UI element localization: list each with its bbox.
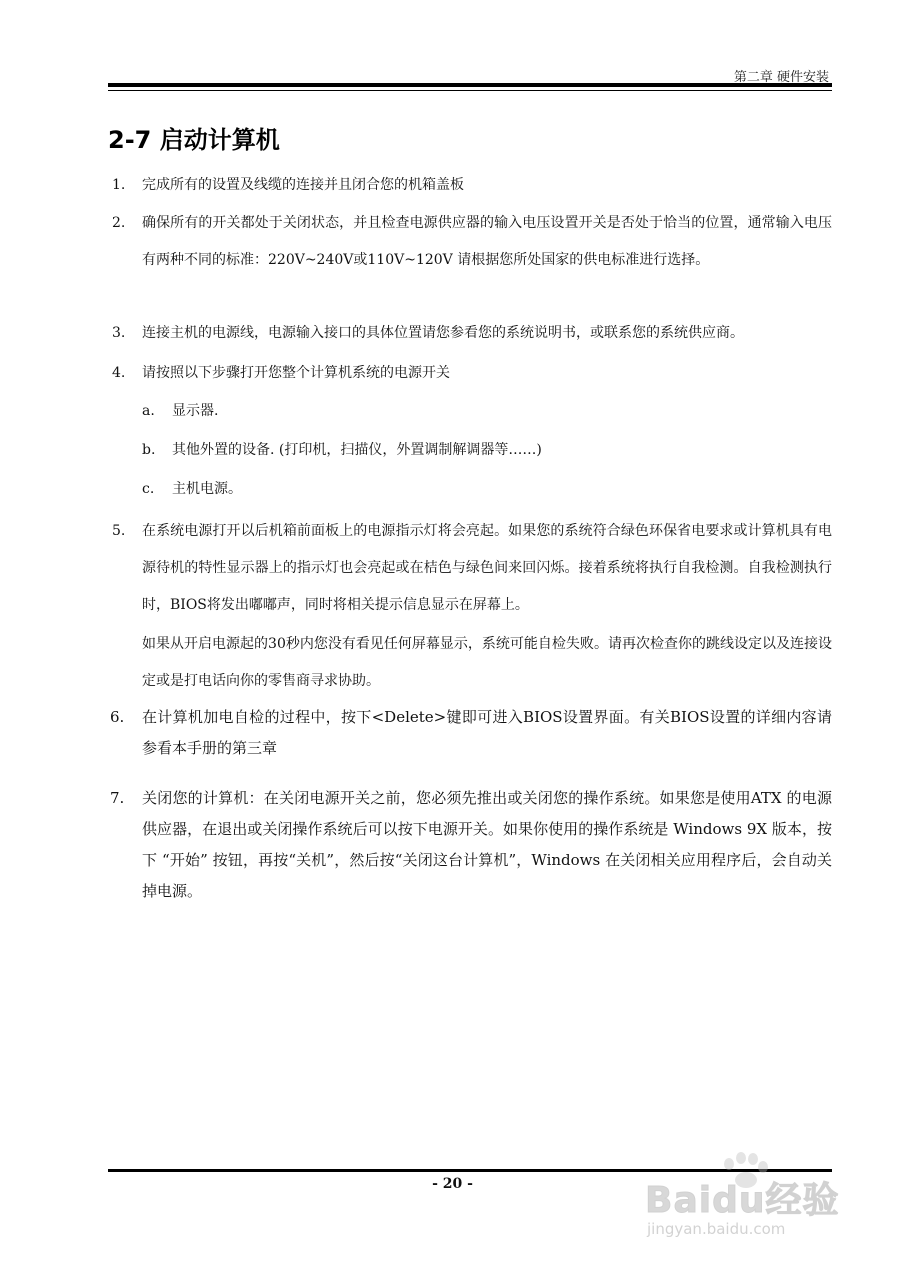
chapter-header: 第二章 硬件安装: [733, 70, 829, 85]
watermark: [645, 1150, 855, 1250]
sub-item-text: 显示器.: [172, 403, 219, 419]
item-text: 请按照以下步骤打开您整个计算机系统的电源开关: [142, 365, 450, 381]
item-number: 7.: [110, 789, 125, 807]
item-number: 1.: [112, 177, 126, 193]
list-item: [108, 167, 832, 204]
sub-item: [142, 435, 542, 465]
sub-item-label: c.: [142, 481, 155, 497]
list-item: [108, 783, 832, 907]
list-item: [108, 355, 832, 392]
watermark-brand: Baidu经验: [645, 1180, 840, 1221]
item-text: 在计算机加电自检的过程中，按下<Delete>键即可进入BIOS设置界面。有关BIOS设置的详细内容请参看本手册的第三章: [142, 708, 832, 757]
watermark-url: jingyan.baidu.com: [647, 1220, 786, 1238]
item-number: 3.: [112, 325, 126, 341]
item-number: 5.: [112, 523, 126, 539]
item-number: 4.: [112, 365, 126, 381]
page-number: - 20 -: [432, 1176, 473, 1192]
header-rule: [108, 83, 832, 87]
sub-item-text: 主机电源。: [172, 481, 242, 497]
sub-item-label: b.: [142, 442, 156, 458]
item-text: 在系统电源打开以后机箱前面板上的电源指示灯将会亮起。如果您的系统符合绿色环保省电要求或计算机具有电源待机的特性显示器上的指示灯也会亮起或在桔色与绿色间来回闪烁。接着系统将执行自我检测。自我检测执行时，BIOS将发出嘟嘟声，同时将相关提示信息显示在屏幕上。: [142, 523, 832, 613]
item-text: 确保所有的开关都处于关闭状态，并且检查电源供应器的输入电压设置开关是否处于恰当的位置，通常输入电压有两种不同的标准：220V~240V或110V~120V 请根据您所处国家的供电标准进行选择。: [142, 215, 832, 268]
item-number: 6.: [110, 708, 125, 726]
item-text: 连接主机的电源线，电源输入接口的具体位置请您参看您的系统说明书，或联系您的系统供应商。: [142, 325, 744, 341]
list-item: [108, 205, 832, 279]
item-text: 完成所有的设置及线缆的连接并且闭合您的机箱盖板: [142, 177, 464, 193]
list-item: [108, 702, 832, 764]
sub-item: [142, 396, 218, 426]
list-item: [108, 315, 832, 352]
section-title: 2-7 启动计算机: [108, 126, 280, 154]
item-number: 2.: [112, 215, 126, 231]
sub-item: [142, 474, 242, 504]
item-text: 关闭您的计算机：在关闭电源开关之前，您必须先推出或关闭您的操作系统。如果您是使用ATX 的电源供应器，在退出或关闭操作系统后可以按下电源开关。如果你使用的操作系统是 Windows 9X 版本，按下 “开始” 按钮，再按“关机”，然后按“关闭这台计算机”，Windows 在关闭相关应用程序后，会自动关掉电源。: [142, 789, 832, 900]
note-paragraph: 如果从开启电源起的30秒内您没有看见任何屏幕显示，系统可能自检失败。请再次检查你的跳线设定以及连接设定或是打电话向你的零售商寻求协助。: [142, 636, 832, 689]
sub-item-label: a.: [142, 403, 155, 419]
list-item: [108, 513, 832, 700]
sub-item-text: 其他外置的设备. (打印机，扫描仪，外置调制解调器等……): [172, 442, 542, 458]
